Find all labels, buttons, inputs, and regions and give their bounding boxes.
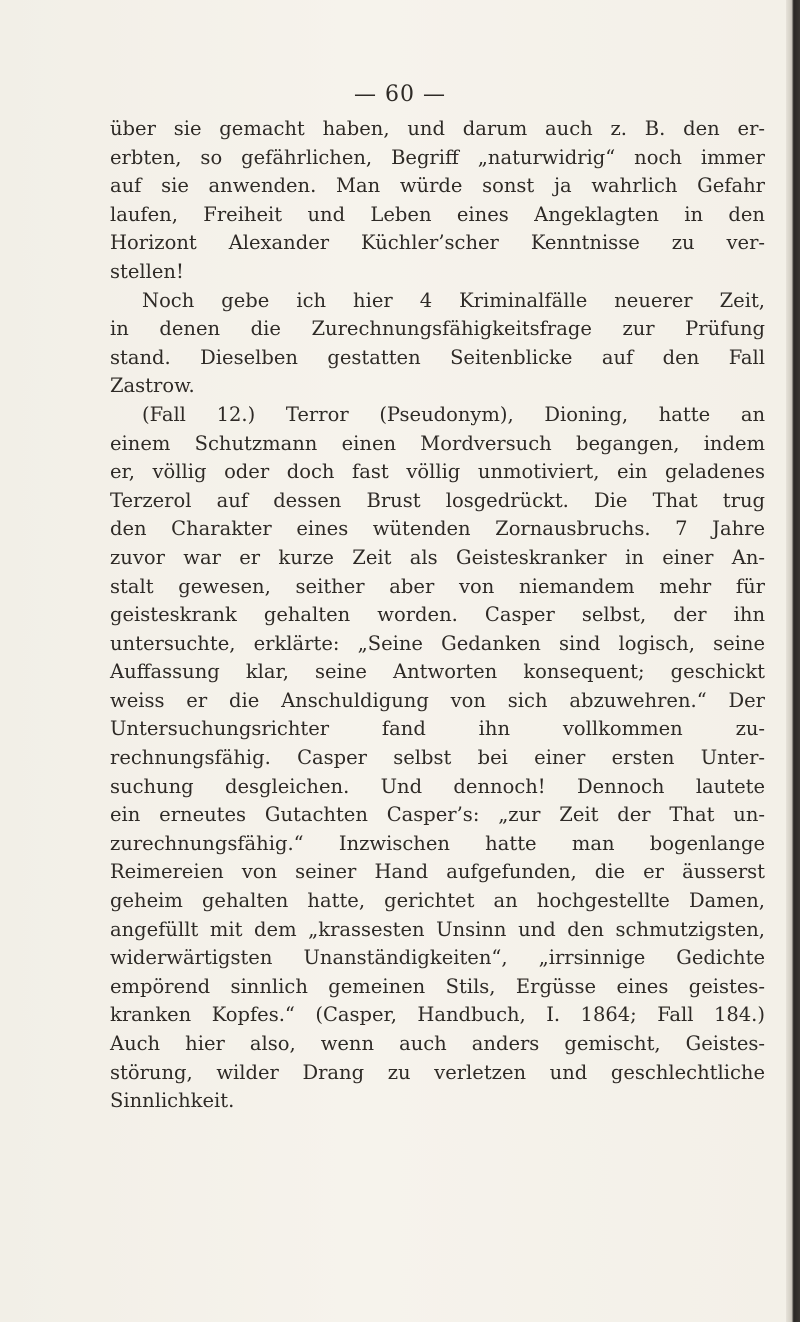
- text-line: Reimereien von seiner Hand aufgefunden, die er äusserst: [110, 860, 765, 884]
- text-line: (Fall 12.) Terror (Pseudonym), Dioning, hatte an: [142, 402, 765, 426]
- text-line: störung, wilder Drang zu verletzen und geschlechtliche: [110, 1060, 765, 1084]
- page-number: — 60 —: [354, 82, 446, 107]
- body-text: [110, 115, 765, 1116]
- page-edge: [786, 0, 800, 1322]
- text-line: geheim gehalten hatte, gerichtet an hochgestellte Damen,: [110, 889, 765, 913]
- text-line: kranken Kopfes.“ (Casper, Handbuch, I. 1864; Fall 184.): [110, 1003, 765, 1027]
- text-line: laufen, Freiheit und Leben eines Angeklagten in den: [110, 202, 765, 226]
- text-line: auf sie anwenden. Man würde sonst ja wahrlich Gefahr: [110, 174, 765, 198]
- text-line: den Charakter eines wütenden Zornausbruchs. 7 Jahre: [110, 517, 765, 541]
- text-line: geisteskrank gehalten worden. Casper selbst, der ihn: [110, 603, 765, 627]
- text-line: stand. Dieselben gestatten Seitenblicke auf den Fall: [110, 345, 765, 369]
- text-line: Auffassung klar, seine Antworten konsequent; geschickt: [110, 660, 765, 684]
- text-line: er, völlig oder doch fast völlig unmotiviert, ein geladenes: [110, 460, 765, 484]
- text-line: zuvor war er kurze Zeit als Geisteskranker in einer An-: [110, 545, 765, 569]
- text-line: Horizont Alexander Küchler’scher Kenntnisse zu ver-: [110, 231, 765, 255]
- text-line: Auch hier also, wenn auch anders gemischt, Geistes-: [110, 1032, 765, 1055]
- text-line: einem Schutzmann einen Mordversuch begangen, indem: [110, 431, 765, 455]
- text-line: untersuchte, erklärte: „Seine Gedanken sind logisch, seine: [110, 631, 765, 655]
- text-line: weiss er die Anschuldigung von sich abzuwehren.“ Der: [110, 688, 765, 712]
- text-line: stalt gewesen, seither aber von niemandem mehr für: [110, 574, 765, 598]
- text-line: Terzerol auf dessen Brust losgedrückt. Die That trug: [110, 488, 765, 512]
- text-line: rechnungsfähig. Casper selbst bei einer ersten Unter-: [110, 746, 765, 770]
- text-line: in denen die Zurechnungsfähigkeitsfrage zur Prüfung: [110, 317, 765, 341]
- text-line: erbten, so gefährlichen, Begriff „naturwidrig“ noch immer: [110, 145, 765, 169]
- text-line: stellen!: [110, 259, 184, 283]
- text-line: angefüllt mit dem „krassesten Unsinn und den schmutzigsten,: [110, 917, 765, 941]
- text-line: widerwärtigsten Unanständigkeiten“, „irrsinnige Gedichte: [110, 946, 765, 970]
- text-line: Zastrow.: [110, 374, 195, 398]
- text-line: Sinnlichkeit.: [110, 1089, 235, 1113]
- text-line: über sie gemacht haben, und darum auch z. B. den er-: [110, 117, 765, 140]
- text-line: zurechnungsfähig.“ Inzwischen hatte man bogenlange: [110, 831, 765, 855]
- text-line: Noch gebe ich hier 4 Kriminalfälle neuerer Zeit,: [142, 288, 765, 312]
- text-line: Untersuchungsrichter fand ihn vollkommen zu-: [110, 717, 765, 741]
- text-line: empörend sinnlich gemeinen Stils, Ergüsse eines geistes-: [110, 974, 765, 998]
- text-line: suchung desgleichen. Und dennoch! Dennoch lautete: [110, 774, 765, 798]
- text-line: ein erneutes Gutachten Casper’s: „zur Zeit der That un-: [110, 803, 765, 827]
